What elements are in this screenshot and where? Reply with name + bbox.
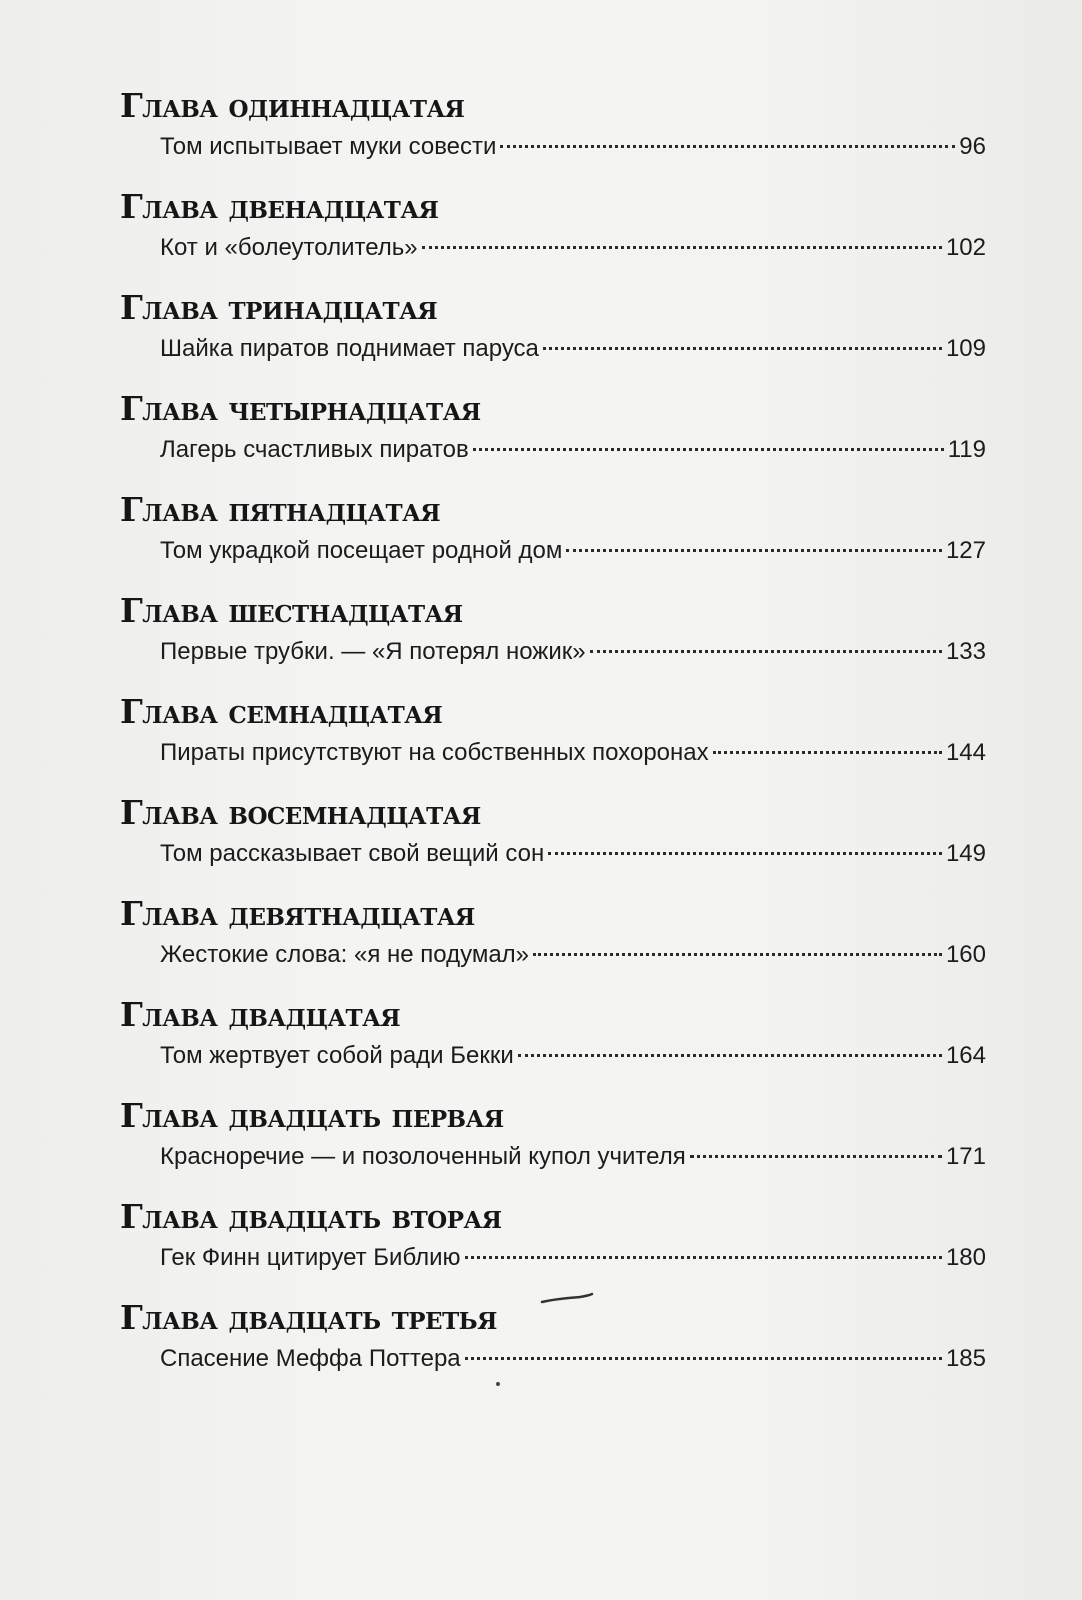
chapter-heading: Глава двадцатая bbox=[120, 995, 401, 1034]
toc-line bbox=[160, 535, 986, 567]
chapter-heading: Глава двенадцатая bbox=[120, 187, 439, 226]
chapter-heading: Глава четырнадцатая bbox=[120, 389, 481, 428]
toc-entry bbox=[120, 1298, 986, 1399]
chapter-heading: Глава восемнадцатая bbox=[120, 793, 481, 832]
dot-leader bbox=[543, 347, 942, 350]
page-number: 102 bbox=[945, 234, 986, 261]
chapter-subtitle: Кот и «болеутолитель» bbox=[160, 234, 418, 261]
page-number: 127 bbox=[945, 537, 986, 564]
page-number: 149 bbox=[945, 840, 986, 867]
toc-line bbox=[160, 333, 986, 365]
toc-entry bbox=[120, 389, 986, 490]
chapter-heading: Глава тринадцатая bbox=[120, 288, 438, 327]
toc-line bbox=[160, 1040, 986, 1072]
chapter-heading: Глава двадцать вторая bbox=[120, 1197, 502, 1236]
chapter-heading: Глава двадцать третья bbox=[120, 1298, 497, 1337]
dot-leader bbox=[690, 1155, 942, 1158]
page-number: 109 bbox=[945, 335, 986, 362]
toc-entry bbox=[120, 995, 986, 1096]
chapter-heading: Глава семнадцатая bbox=[120, 692, 443, 731]
toc-entry bbox=[120, 591, 986, 692]
toc-line bbox=[160, 636, 986, 668]
chapter-subtitle: Том украдкой посещает родной дом bbox=[160, 537, 563, 564]
page-number: 144 bbox=[945, 739, 986, 766]
toc-line bbox=[160, 939, 986, 971]
toc-line bbox=[160, 131, 986, 163]
chapter-subtitle: Том испытывает муки совести bbox=[160, 133, 497, 160]
chapter-subtitle: Пираты присутствуют на собственных похоронах bbox=[160, 739, 709, 766]
chapter-subtitle: Красноречие — и позолоченный купол учителя bbox=[160, 1143, 686, 1170]
dot-leader bbox=[518, 1054, 942, 1057]
dot-leader bbox=[713, 751, 942, 754]
chapter-subtitle: Том рассказывает свой вещий сон bbox=[160, 840, 545, 867]
pen-stroke-mark bbox=[540, 1292, 594, 1306]
chapter-subtitle: Шайка пиратов поднимает паруса bbox=[160, 335, 539, 362]
toc-line bbox=[160, 434, 986, 466]
dot-leader bbox=[500, 145, 955, 148]
chapter-heading: Глава шестнадцатая bbox=[120, 591, 463, 630]
chapter-subtitle: Лагерь счастливых пиратов bbox=[160, 436, 469, 463]
toc-line bbox=[160, 838, 986, 870]
page-number: 119 bbox=[947, 436, 986, 463]
toc-entry bbox=[120, 894, 986, 995]
dot-leader bbox=[548, 852, 942, 855]
toc-line bbox=[160, 232, 986, 264]
table-of-contents bbox=[120, 86, 986, 1399]
dot-leader bbox=[422, 246, 942, 249]
toc-entry bbox=[120, 793, 986, 894]
dot-leader bbox=[566, 549, 942, 552]
toc-entry bbox=[120, 288, 986, 389]
page-number: 96 bbox=[959, 133, 986, 160]
dot-leader bbox=[465, 1256, 942, 1259]
ink-dot-mark bbox=[496, 1382, 500, 1386]
toc-entry bbox=[120, 490, 986, 591]
chapter-subtitle: Спасение Меффа Поттера bbox=[160, 1345, 461, 1372]
toc-entry bbox=[120, 692, 986, 793]
chapter-heading: Глава одиннадцатая bbox=[120, 86, 465, 125]
chapter-subtitle: Первые трубки. — «Я потерял ножик» bbox=[160, 638, 586, 665]
chapter-subtitle: Том жертвует собой ради Бекки bbox=[160, 1042, 514, 1069]
chapter-subtitle: Жестокие слова: «я не подумал» bbox=[160, 941, 530, 968]
dot-leader bbox=[473, 448, 944, 451]
chapter-subtitle: Гек Финн цитирует Библию bbox=[160, 1244, 461, 1271]
page-number: 180 bbox=[945, 1244, 986, 1271]
page-number: 160 bbox=[945, 941, 986, 968]
chapter-heading: Глава девятнадцатая bbox=[120, 894, 475, 933]
toc-entry bbox=[120, 86, 986, 187]
toc-line bbox=[160, 1343, 986, 1375]
chapter-heading: Глава двадцать первая bbox=[120, 1096, 504, 1135]
dot-leader bbox=[465, 1357, 942, 1360]
page-number: 185 bbox=[945, 1345, 986, 1372]
toc-line bbox=[160, 737, 986, 769]
toc-entry bbox=[120, 187, 986, 288]
page-number: 171 bbox=[945, 1143, 986, 1170]
toc-entry bbox=[120, 1096, 986, 1197]
toc-line bbox=[160, 1141, 986, 1173]
page-number: 133 bbox=[945, 638, 986, 665]
chapter-heading: Глава пятнадцатая bbox=[120, 490, 441, 529]
dot-leader bbox=[590, 650, 942, 653]
dot-leader bbox=[533, 953, 942, 956]
toc-line bbox=[160, 1242, 986, 1274]
toc-entry bbox=[120, 1197, 986, 1298]
page-number: 164 bbox=[945, 1042, 986, 1069]
